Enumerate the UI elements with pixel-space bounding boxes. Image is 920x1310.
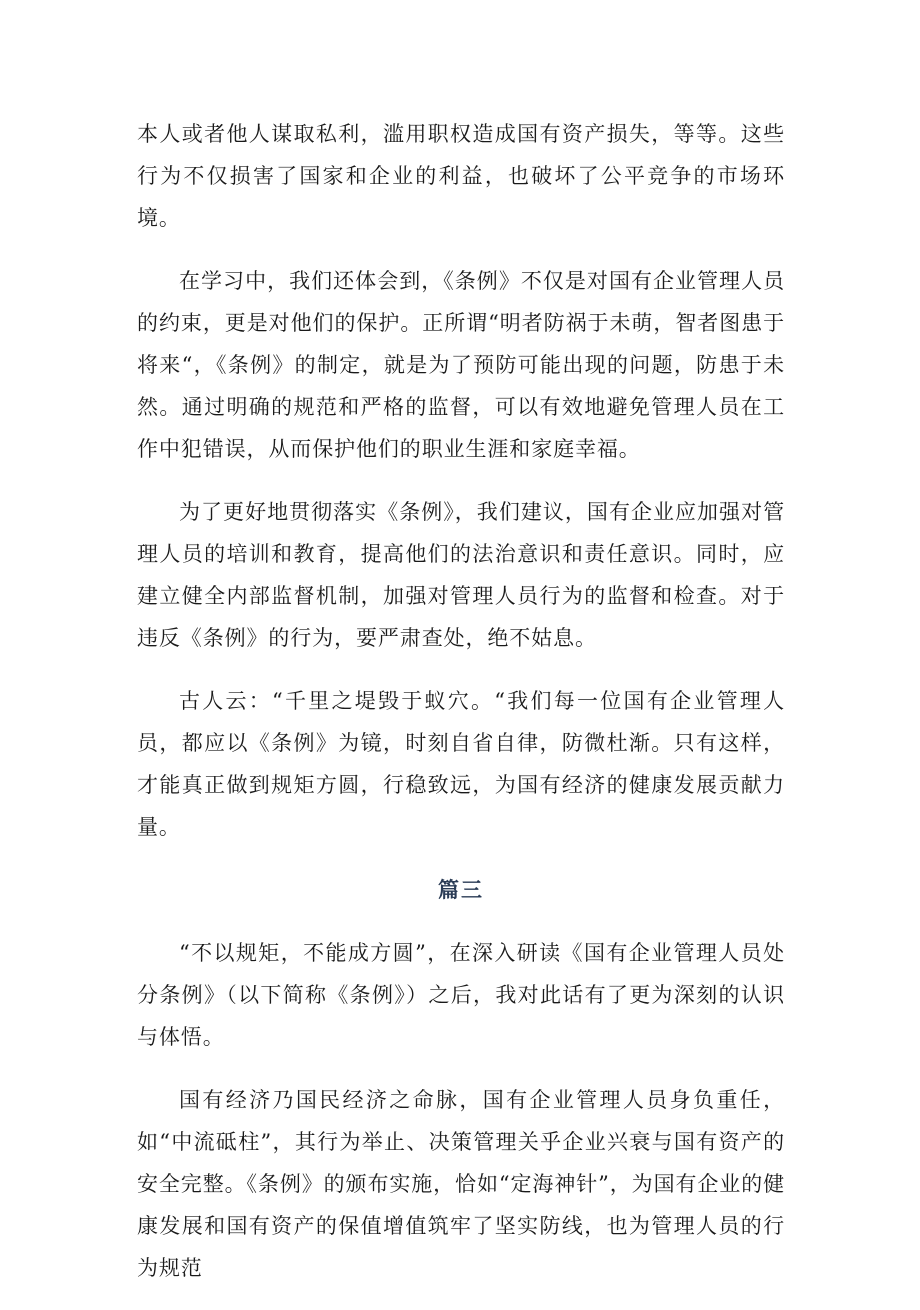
paragraph-1: 本人或者他人谋取私利，滥用职权造成国有资产损失，等等。这些行为不仅损害了国家和企业的利益，也破坏了公平竞争的市场环境。	[137, 122, 785, 230]
section-heading: 篇三	[438, 877, 484, 902]
paragraph-2: 在学习中，我们还体会到，《条例》不仅是对国有企业管理人员的约束，更是对他们的保护。正所谓“明者防祸于未萌，智者图患于将来“，《条例》的制定，就是为了预防可能出现的问题，防患于未然。通过明确的规范和严格的监督，可以有效地避免管理人员在工作中犯错误，从而保护他们的职业生涯和家庭幸福。	[137, 269, 785, 461]
paragraph-4: 古人云：“千里之堤毁于蚁穴。“我们每一位国有企业管理人员，都应以《条例》为镜，时刻自省自律，防微杜渐。只有这样，才能真正做到规矩方圆，行稳致远，为国有经济的健康发展贡献力量。	[137, 689, 785, 839]
document-body	[137, 113, 785, 1310]
paragraph-5: “不以规矩，不能成方圆”，在深入研读《国有企业管理人员处分条例》（以下简称《条例》）之后，我对此话有了更为深刻的认识与体悟。	[137, 941, 785, 1049]
paragraph-6: 国有经济乃国民经济之命脉，国有企业管理人员身负重任，如“中流砥柱”，其行为举止、决策管理关乎企业兴衰与国有资产的安全完整。《条例》的颁布实施，恰如“定海神针”，为国有企业的健康发展和国有资产的保值增值筑牢了坚实防线，也为管理人员的行为规范	[137, 1088, 785, 1280]
paragraph-3: 为了更好地贯彻落实《条例》，我们建议，国有企业应加强对管理人员的培训和教育，提高他们的法治意识和责任意识。同时，应建立健全内部监督机制，加强对管理人员行为的监督和检查。对于违反《条例》的行为，要严肃查处，绝不姑息。	[137, 500, 785, 650]
